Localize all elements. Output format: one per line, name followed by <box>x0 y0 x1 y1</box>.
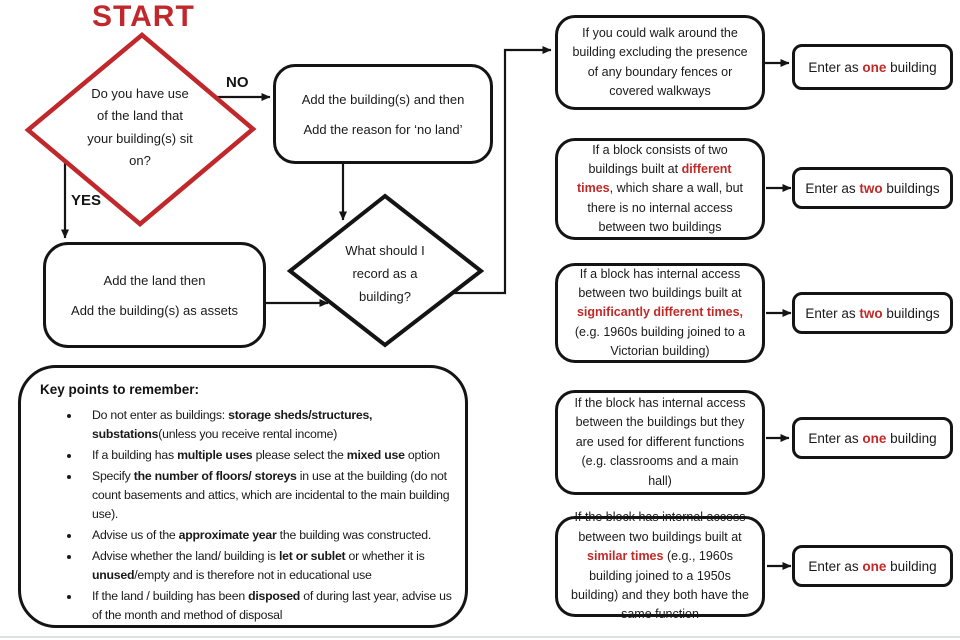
result-box-one-building <box>792 417 953 459</box>
add-land-line1: Add the land then <box>103 272 206 288</box>
no-land-line1: Add the building(s) and then <box>301 91 465 107</box>
yes-branch-label: YES <box>71 192 102 209</box>
key-point-item: • Do not enter as buildings: storage sheds/structures, substations(unless you receive rental income) <box>81 406 459 444</box>
condition-box-walk-around <box>555 15 765 110</box>
condition-box-different-functions <box>555 390 765 495</box>
record-question-text: What should I record as a building? <box>345 243 425 305</box>
key-points-box <box>18 365 468 628</box>
key-point-item: • Advise whether the land/ building is let or sublet or whether it is unused/empty and is therefore not in educational use <box>81 547 459 585</box>
add-land-line2: Add the building(s) as assets <box>71 302 238 318</box>
key-point-item: • If a building has multiple uses please select the mixed use option <box>81 446 459 465</box>
result-text: Enter as one building <box>808 59 937 75</box>
condition-text: If you could walk around the building excluding the presence of any boundary fences or covered walkways <box>572 25 748 98</box>
no-land-box <box>273 64 493 164</box>
result-box-one-building <box>792 44 953 90</box>
key-point-item: • If the land / building has been disposed of during last year, advise us of the month and method of disposal <box>81 587 459 625</box>
condition-text: If the block has internal access between the buildings but they are used for different functions (e.g. classrooms and a main hall) <box>574 396 746 488</box>
key-points-list <box>40 406 459 626</box>
result-text: Enter as two buildings <box>805 180 940 196</box>
no-land-line2: Add the reason for ‘no land’ <box>303 121 463 137</box>
condition-box-shared-wall <box>555 138 765 240</box>
result-text: Enter as one building <box>808 558 937 574</box>
condition-box-significantly-different-times <box>555 263 765 363</box>
key-points-title: Key points to remember: <box>40 382 200 397</box>
result-box-two-buildings <box>792 167 953 209</box>
land-use-question-text: Do you have use of the land that your building(s) sit on? <box>87 86 193 169</box>
key-point-item: • Advise us of the approximate year the building was constructed. <box>81 526 459 545</box>
condition-box-similar-times <box>555 510 765 622</box>
result-text: Enter as two buildings <box>805 305 940 321</box>
add-land-box <box>43 242 266 348</box>
key-point-item: • Specify the number of floors/ storeys in use at the building (do not count basements and attics, which are incidental to the main building use). <box>81 467 459 524</box>
result-box-one-building <box>792 545 953 587</box>
page-bottom-divider <box>0 636 960 638</box>
no-branch-label: NO <box>226 74 249 91</box>
condition-text: If a block has internal access between two buildings built at significantly different times, (e.g. 1960s building joined to a Victorian building) <box>574 266 746 359</box>
condition-text: If the block has internal access between two buildings built at similar times (e.g., 1960s building joined to a 1950s building) and they both have the same function <box>571 510 749 622</box>
result-box-two-buildings <box>792 292 953 334</box>
start-label: START <box>92 0 195 33</box>
result-text: Enter as one building <box>808 430 937 446</box>
condition-text: If a block consists of two buildings built at different times, which share a wall, but there is no internal access between two buildings <box>576 142 744 235</box>
